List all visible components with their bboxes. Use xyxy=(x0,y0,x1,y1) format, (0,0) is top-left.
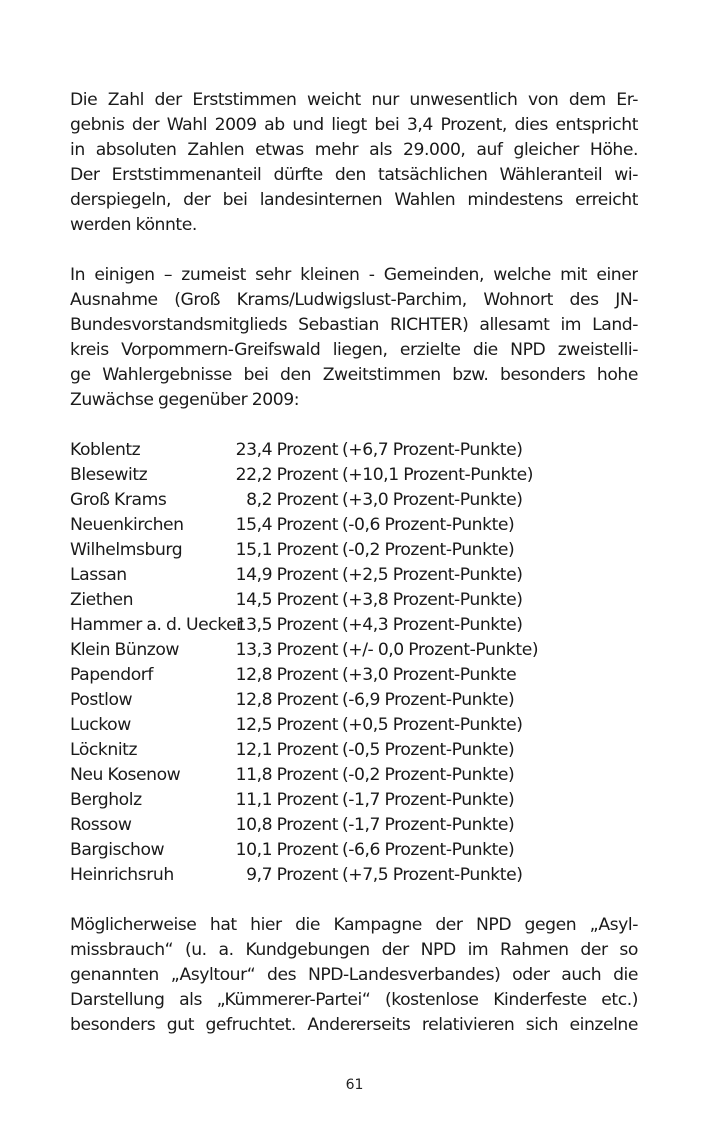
paragraph-gap xyxy=(70,888,638,913)
change-value: (-1,7 Prozent-Punkte) xyxy=(342,790,515,810)
percent-value: 22,2 Prozent xyxy=(235,465,338,485)
percent-value: 12,8 Prozent xyxy=(235,665,338,685)
paragraph-gemeinden xyxy=(70,263,638,413)
paragraph-gap xyxy=(70,238,638,263)
change-value: (+2,5 Prozent-Punkte) xyxy=(342,565,523,585)
percent-value: 9,7 Prozent xyxy=(246,865,338,885)
place-name: Bergholz xyxy=(70,790,142,810)
place-name: Postlow xyxy=(70,690,133,710)
paragraph-line: besonders gut gefruchtet. Andererseits relativieren sich einzelne xyxy=(70,1015,638,1035)
percent-value: 15,4 Prozent xyxy=(235,515,338,535)
paragraph-line: missbrauch“ (u. a. Kundgebungen der NPD im Rahmen der so xyxy=(70,940,638,960)
percent-value: 14,5 Prozent xyxy=(235,590,338,610)
page-content xyxy=(70,88,638,1038)
table-row xyxy=(70,813,638,838)
place-name: Bargischow xyxy=(70,840,165,860)
paragraph-line: werden könnte. xyxy=(70,215,197,235)
place-name: Papendorf xyxy=(70,665,153,685)
percent-value: 13,3 Prozent xyxy=(235,640,338,660)
percent-value: 10,8 Prozent xyxy=(235,815,338,835)
paragraph-line: in absoluten Zahlen etwas mehr als 29.000, auf gleicher Höhe. xyxy=(70,140,638,160)
change-value: (+3,8 Prozent-Punkte) xyxy=(342,590,523,610)
change-value: (+3,0 Prozent-Punkte) xyxy=(342,490,523,510)
place-name: Luckow xyxy=(70,715,131,735)
paragraph-line: Zuwächse gegenüber 2009: xyxy=(70,390,300,410)
place-name: Groß Krams xyxy=(70,490,167,510)
percent-value: 12,8 Prozent xyxy=(235,690,338,710)
table-row xyxy=(70,738,638,763)
paragraph-line: Ausnahme (Groß Krams/Ludwigslust-Parchim, Wohnort des JN- xyxy=(70,290,638,310)
change-value: (+6,7 Prozent-Punkte) xyxy=(342,440,523,460)
place-name: Lassan xyxy=(70,565,127,585)
percent-value: 11,1 Prozent xyxy=(235,790,338,810)
table-row xyxy=(70,638,638,663)
paragraph-line: In einigen – zumeist sehr kleinen - Gemeinden, welche mit einer xyxy=(70,265,638,285)
paragraph-line: Darstellung als „Kümmerer-Partei“ (kostenlose Kinderfeste etc.) xyxy=(70,990,638,1010)
table-row xyxy=(70,563,638,588)
table-row xyxy=(70,538,638,563)
table-row xyxy=(70,863,638,888)
place-name: Heinrichsruh xyxy=(70,865,174,885)
place-name: Hammer a. d. Uecker xyxy=(70,615,243,635)
percent-value: 10,1 Prozent xyxy=(235,840,338,860)
percent-value: 11,8 Prozent xyxy=(235,765,338,785)
page-number: 61 xyxy=(345,1077,364,1093)
table-row xyxy=(70,513,638,538)
change-value: (+0,5 Prozent-Punkte) xyxy=(342,715,523,735)
change-value: (-6,6 Prozent-Punkte) xyxy=(342,840,515,860)
table-row xyxy=(70,438,638,463)
place-name: Neu Kosenow xyxy=(70,765,181,785)
table-row xyxy=(70,488,638,513)
place-name: Blesewitz xyxy=(70,465,148,485)
paragraph-kampagne xyxy=(70,913,638,1038)
change-value: (+4,3 Prozent-Punkte) xyxy=(342,615,523,635)
table-row xyxy=(70,788,638,813)
change-value: (+/- 0,0 Prozent-Punkte) xyxy=(342,640,539,660)
table-row xyxy=(70,688,638,713)
change-value: (+10,1 Prozent-Punkte) xyxy=(342,465,533,485)
percent-value: 8,2 Prozent xyxy=(246,490,338,510)
table-row xyxy=(70,463,638,488)
table-row xyxy=(70,838,638,863)
place-name: Löcknitz xyxy=(70,740,138,760)
table-row xyxy=(70,613,638,638)
paragraph-line: derspiegeln, der bei landesinternen Wahlen mindestens erreicht xyxy=(70,190,638,210)
paragraph-line: Die Zahl der Erststimmen weicht nur unwesentlich von dem Er- xyxy=(70,90,638,110)
percent-value: 15,1 Prozent xyxy=(235,540,338,560)
percent-value: 13,5 Prozent xyxy=(235,615,338,635)
percent-value: 23,4 Prozent xyxy=(235,440,338,460)
table-row xyxy=(70,763,638,788)
paragraph-line: kreis Vorpommern-Greifswald liegen, erzielte die NPD zweistelli- xyxy=(70,340,638,360)
change-value: (-6,9 Prozent-Punkte) xyxy=(342,690,515,710)
percent-value: 12,5 Prozent xyxy=(235,715,338,735)
paragraph-gap xyxy=(70,413,638,438)
change-value: (-1,7 Prozent-Punkte) xyxy=(342,815,515,835)
paragraph-line: Der Erststimmenanteil dürfte den tatsächlichen Wähleranteil wi- xyxy=(70,165,638,185)
place-name: Ziethen xyxy=(70,590,134,610)
percent-value: 14,9 Prozent xyxy=(235,565,338,585)
paragraph-line: gebnis der Wahl 2009 ab und liegt bei 3,4 Prozent, dies entspricht xyxy=(70,115,638,135)
change-value: (-0,6 Prozent-Punkte) xyxy=(342,515,515,535)
paragraph-line: Möglicherweise hat hier die Kampagne der NPD gegen „Asyl- xyxy=(70,915,638,935)
paragraph-erststimmen xyxy=(70,88,638,238)
paragraph-line: genannten „Asyltour“ des NPD-Landesverbandes) oder auch die xyxy=(70,965,638,985)
place-name: Neuenkirchen xyxy=(70,515,184,535)
change-value: (-0,2 Prozent-Punkte) xyxy=(342,540,515,560)
table-row xyxy=(70,663,638,688)
change-value: (+7,5 Prozent-Punkte) xyxy=(342,865,523,885)
place-name: Koblentz xyxy=(70,440,141,460)
table-row xyxy=(70,713,638,738)
place-name: Klein Bünzow xyxy=(70,640,180,660)
table-row xyxy=(70,588,638,613)
place-name: Rossow xyxy=(70,815,132,835)
results-table xyxy=(70,438,638,888)
change-value: (+3,0 Prozent-Punkte xyxy=(342,665,517,685)
paragraph-line: Bundesvorstandsmitglieds Sebastian RICHTER) allesamt im Land- xyxy=(70,315,638,335)
change-value: (-0,2 Prozent-Punkte) xyxy=(342,765,515,785)
percent-value: 12,1 Prozent xyxy=(235,740,338,760)
paragraph-line: ge Wahlergebnisse bei den Zweitstimmen bzw. besonders hohe xyxy=(70,365,638,385)
place-name: Wilhelmsburg xyxy=(70,540,183,560)
change-value: (-0,5 Prozent-Punkte) xyxy=(342,740,515,760)
